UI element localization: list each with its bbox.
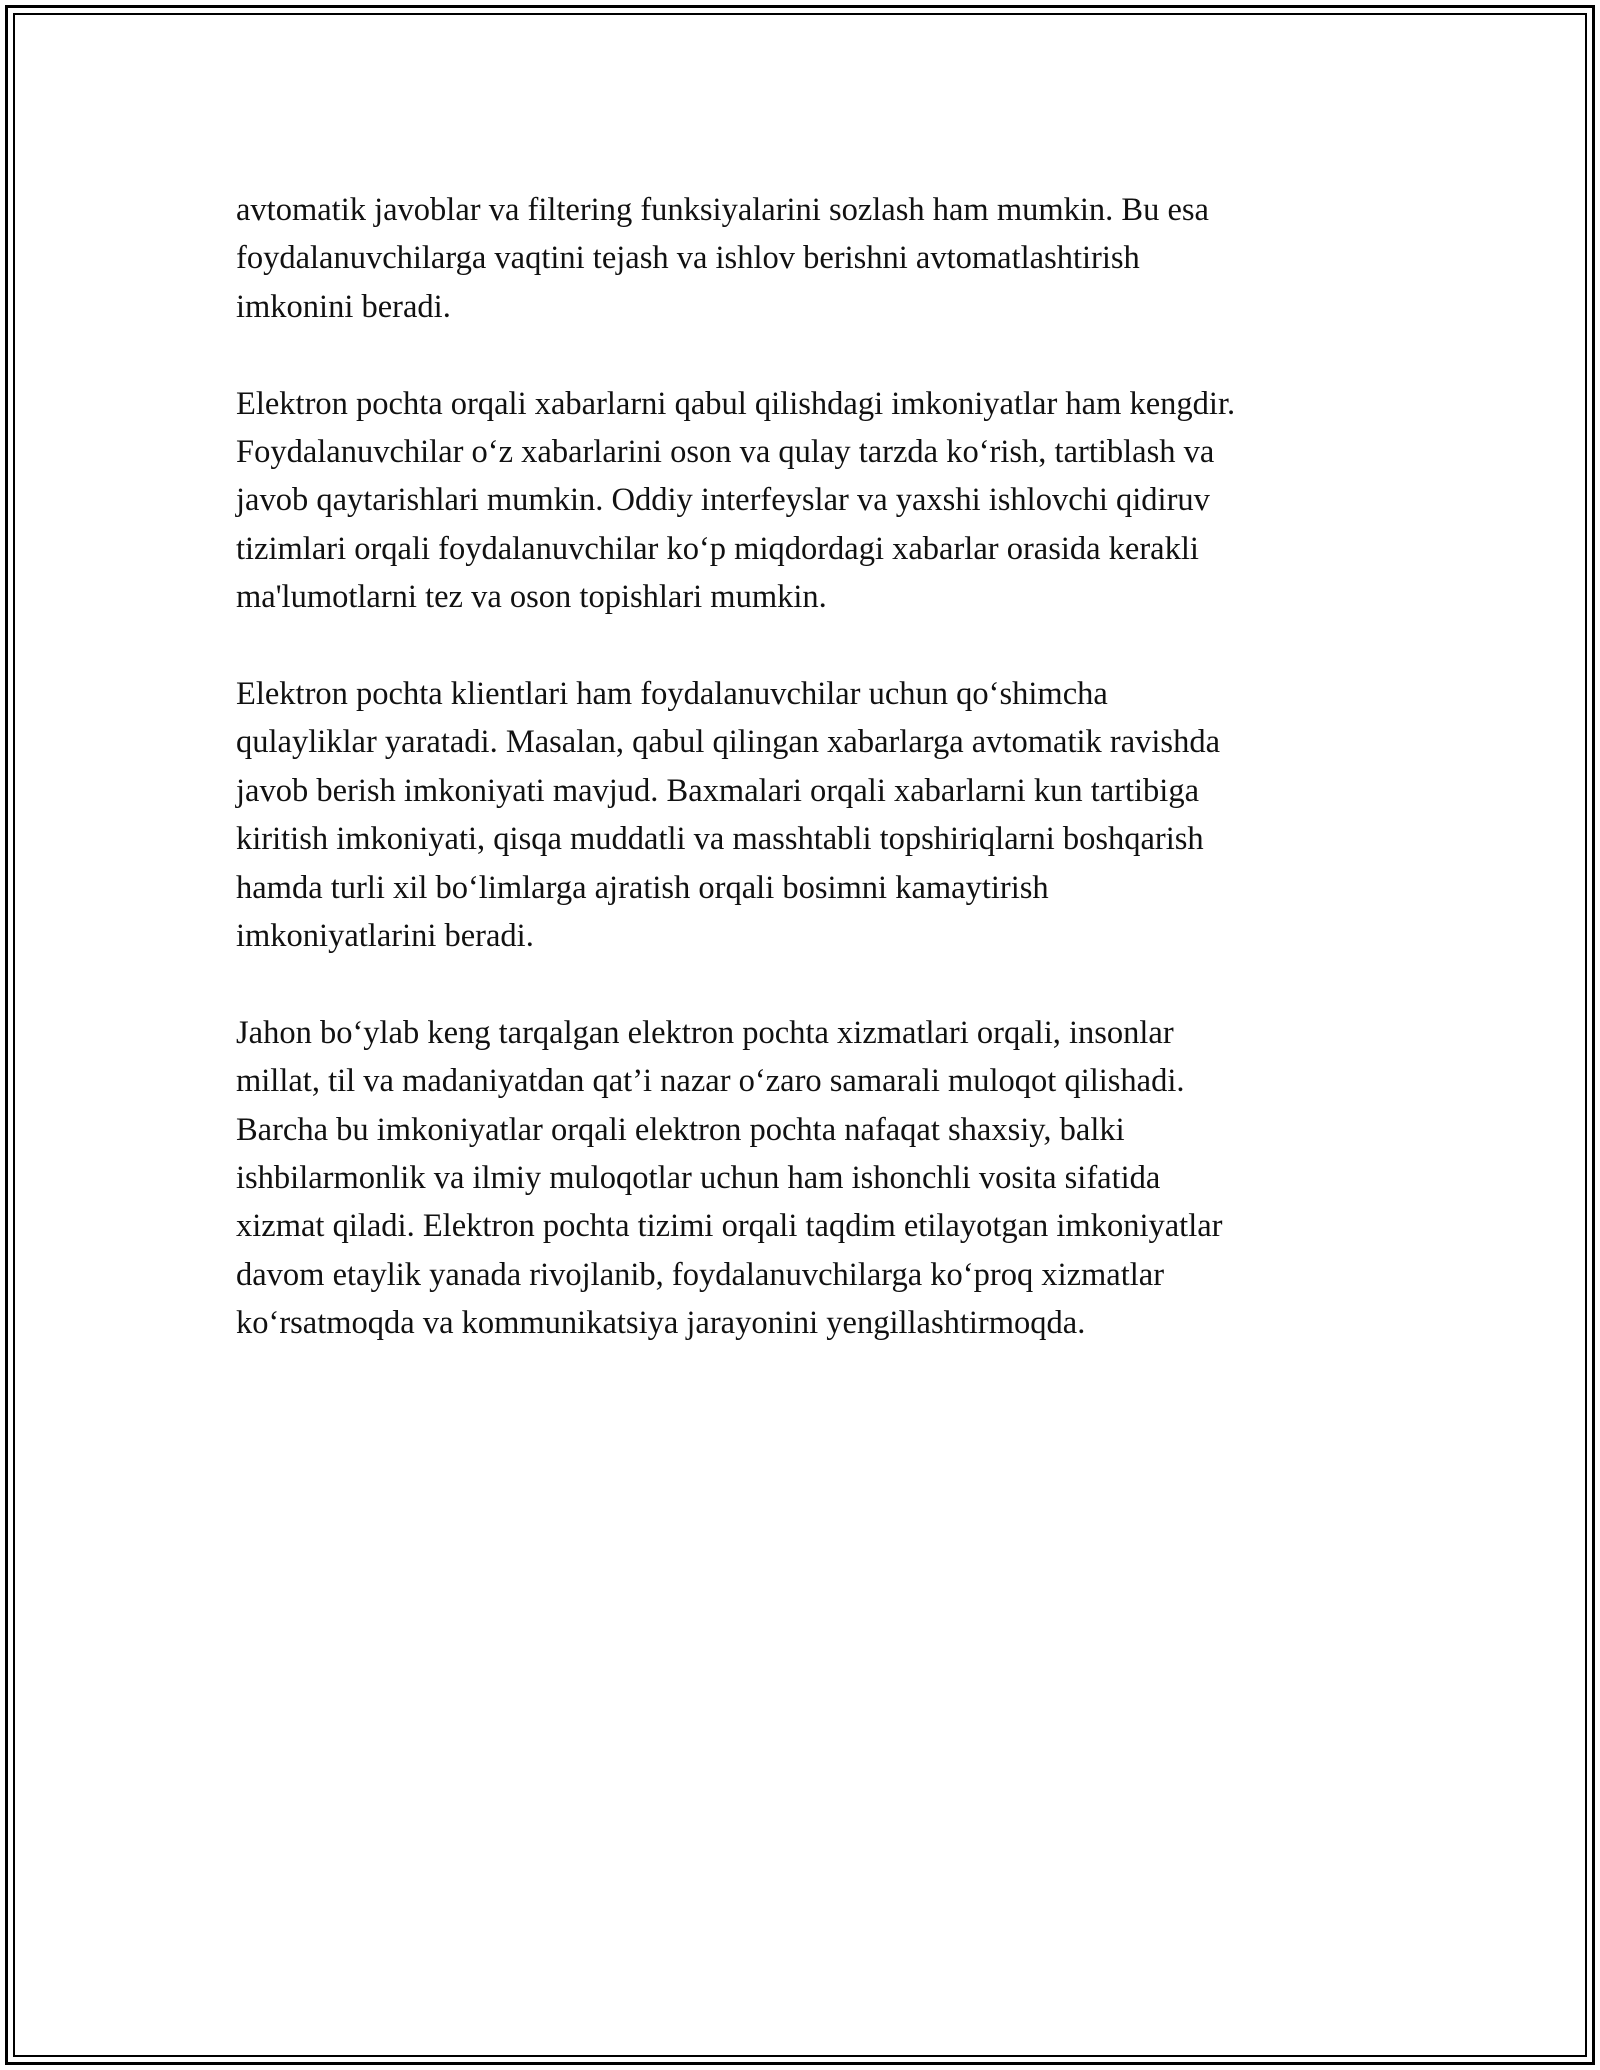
paragraph-3: Elektron pochta klientlari ham foydalanuvchilar uchun qo‘shimcha qulayliklar yaratadi. Masalan, qabul qilingan xabarlarga avtomatik ravishda javob berish imkoniyati mavjud. Baxmalari orqali xabarlarni kun tartibiga kiritish imkoniyati, qisqa muddatli va masshtabli topshiriqlarni boshqarish hamda turli xil bo‘limlarga ajratish orqali bosimni kamaytirish imkoniyatlarini beradi.	[236, 676, 1220, 955]
paragraph-1: avtomatik javoblar va filtering funksiyalarini sozlash ham mumkin. Bu esa foydalanuvchilarga vaqtini tejash va ishlov berishni avtomatlashtirish imkonini beradi.	[236, 192, 1209, 325]
paragraph-2: Elektron pochta orqali xabarlarni qabul qilishdagi imkoniyatlar ham kengdir. Foydalanuvchilar o‘z xabarlarini oson va qulay tarzda ko‘rish, tartiblash va javob qaytarishlari mumkin. Oddiy interfeyslar va yaxshi ishlovchi qidiruv tizimlari orqali foydalanuvchilar ko‘p miqdordagi xabarlar orasida kerakli ma'lumotlarni tez va oson topishlari mumkin.	[236, 385, 1236, 616]
document-body	[236, 186, 1386, 1396]
paragraph-4: Jahon bo‘ylab keng tarqalgan elektron pochta xizmatlari orqali, insonlar millat, til va madaniyatdan qat’i nazar o‘zaro samarali muloqot qilishadi. Barcha bu imkoniyatlar orqali elektron pochta nafaqat shaxsiy, balki ishbilarmonlik va ilmiy muloqotlar uchun ham ishonchli vosita sifatida xizmat qiladi. Elektron pochta tizimi orqali taqdim etilayotgan imkoniyatlar davom etaylik yanada rivojlanib, foydalanuvchilarga ko‘proq xizmatlar ko‘rsatmoqda va kommunikatsiya jarayonini yengillashtirmoqda.	[236, 1014, 1223, 1342]
